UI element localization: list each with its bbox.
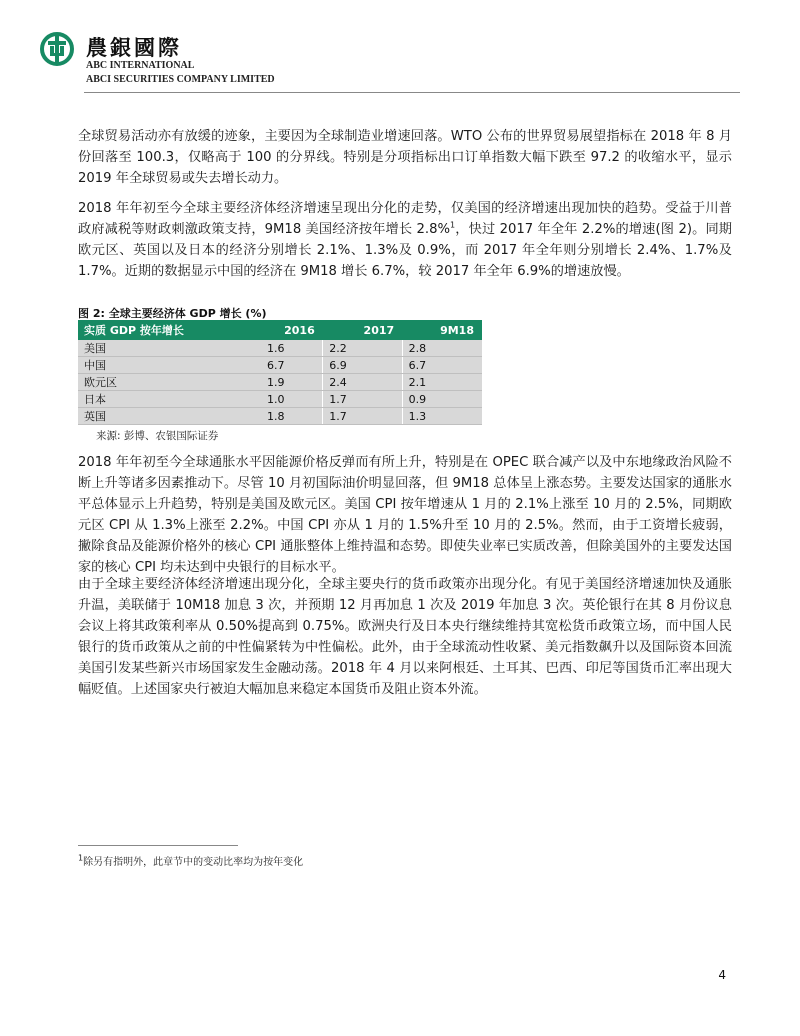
table-cell-country: 美国 [78, 340, 261, 357]
table-cell: 1.6 [261, 340, 323, 357]
table-row [78, 374, 482, 391]
table-cell: 6.7 [402, 357, 482, 374]
footnote-mark: 1 [78, 853, 84, 863]
footnote [78, 853, 303, 868]
column-header: 2016 [261, 320, 323, 340]
gdp-growth-table [78, 320, 482, 425]
paragraph-gdp [78, 198, 732, 282]
table-cell: 1.8 [261, 408, 323, 425]
table-row [78, 391, 482, 408]
page-number: 4 [718, 968, 726, 982]
table-cell: 1.3 [402, 408, 482, 425]
table-source: 来源: 彭博、农银国际证券 [96, 430, 219, 442]
column-header: 9M18 [402, 320, 482, 340]
brand-name-chinese: 農銀國際 [86, 35, 182, 60]
paragraph-gdp-text-b: ，快过 2017 年全年 2.2%的增速(图 2)。同期欧元区、英国以及日本的经济分别增长 2.1%、1.3%及 0.9%，而 2017 年全年则分别增长 2.4%、1.7%及 1.7%。近期的数据显示中国的经济在 9M18 增长 6.7%，较 2017 年全年 6.9%的增速放慢。 [78, 222, 732, 279]
table-cell: 2.8 [402, 340, 482, 357]
table-header-row [78, 320, 482, 340]
table-row [78, 408, 482, 425]
table-cell: 6.9 [323, 357, 402, 374]
footnote-text: 除另有指明外，此章节中的变动比率均为按年变化 [83, 857, 304, 868]
figure-caption: 图 2: 全球主要经济体 GDP 增长 (%) [78, 307, 267, 320]
paragraph-gdp-text-a: 2018 年年初至今全球主要经济体经济增速呈现出分化的走势，仅美国的经济增速出现加快的趋势。受益于川普政府减税等财政刺激政策支持，9M18 美国经济按年增长 2.8% [78, 201, 732, 237]
table-cell: 1.7 [323, 391, 402, 408]
table-row [78, 340, 482, 357]
table-row [78, 357, 482, 374]
table-cell-country: 欧元区 [78, 374, 261, 391]
footnote-reference[interactable]: 1 [450, 220, 456, 230]
table-cell-country: 日本 [78, 391, 261, 408]
table-cell-country: 中国 [78, 357, 261, 374]
paragraph-monetary-policy: 由于全球主要经济体经济增速出现分化，全球主要央行的货币政策亦出现分化。有见于美国经济增速加快及通胀升温，美联储于 10M18 加息 3 次，并预期 12 月再加息 1 次及 2019 年加息 3 次。英伦银行在其 8 月份议息会议上将其政策利率从 0.50%提高到 0.75%。欧洲央行及日本央行继续维持其宽松货币政策立场，而中国人民银行的货币政策从之前的中性偏紧转为中性偏松。此外，由于全球流动性收紧、美元指数飙升以及国际资本回流美国引发某些新兴市场国家发生金融动荡。2018 年 4 月以来阿根廷、土耳其、巴西、印尼等国货币汇率出现大幅贬值。上述国家央行被迫大幅加息来稳定本国货币及阻止资本外流。 [78, 577, 732, 697]
table-cell: 2.4 [323, 374, 402, 391]
brand-name-english: ABC INTERNATIONAL [86, 60, 195, 71]
brand-company-name: ABCI SECURITIES COMPANY LIMITED [86, 74, 275, 85]
header-divider [84, 92, 740, 93]
table-cell: 1.7 [323, 408, 402, 425]
footnote-divider [78, 845, 238, 846]
table-cell: 1.9 [261, 374, 323, 391]
abc-logo-icon [40, 32, 74, 66]
paragraph-trade: 全球贸易活动亦有放缓的迹象，主要因为全球制造业增速回落。WTO 公布的世界贸易展望指标在 2018 年 8 月份回落至 100.3，仅略高于 100 的分界线。特别是分项指标出口订单指数大幅下跌至 97.2 的收缩水平，显示 2019 年全球贸易或失去增长动力。 [78, 129, 732, 186]
table-cell: 2.1 [402, 374, 482, 391]
table-cell: 0.9 [402, 391, 482, 408]
column-header: 2017 [323, 320, 402, 340]
table-cell: 2.2 [323, 340, 402, 357]
page-header [40, 28, 760, 88]
table-cell-country: 英国 [78, 408, 261, 425]
column-header: 实质 GDP 按年增长 [78, 320, 261, 340]
paragraph-inflation: 2018 年年初至今全球通胀水平因能源价格反弹而有所上升，特别是在 OPEC 联合减产以及中东地缘政治风险不断上升等诸多因素推动下。尽管 10 月初国际油价明显回落，但 9M18 总体呈上涨态势。主要发达国家的通胀水平总体显示上升趋势，特别是美国及欧元区。美国 CPI 按年增速从 1 月的 2.1%上涨至 10 月的 2.5%，同期欧元区 CPI 从 1.3%上涨至 2.2%。中国 CPI 亦从 1 月的 1.5%升至 10 月的 2.5%。然而，由于工资增长疲弱，撇除食品及能源价格外的核心 CPI 通胀整体上维持温和态势。即使失业率已实质改善，但除美国外的主要发达国家的核心 CPI 均未达到中央银行的目标水平。 [78, 455, 732, 575]
table-cell: 1.0 [261, 391, 323, 408]
table-cell: 6.7 [261, 357, 323, 374]
